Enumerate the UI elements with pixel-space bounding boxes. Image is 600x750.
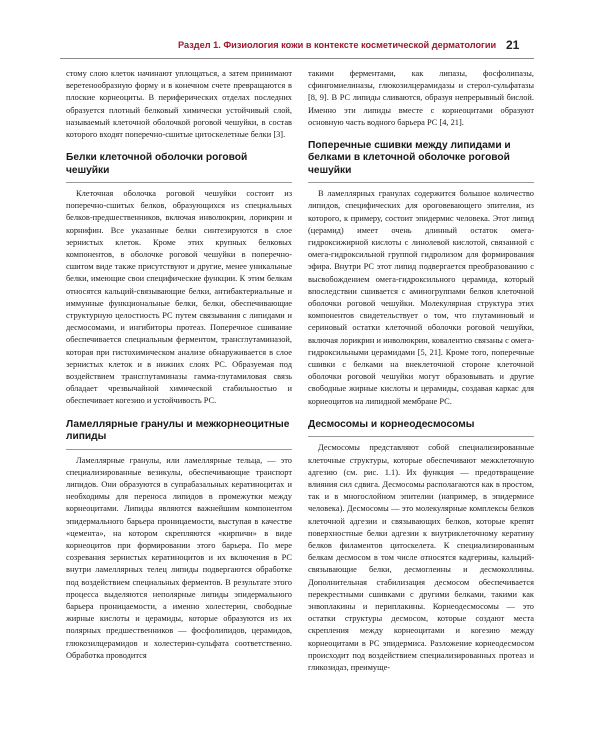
section-divider: [308, 436, 534, 437]
body-paragraph: Ламеллярные гранулы, или ламеллярные тельца, — это специализированные везикулы, обеспечивающие транспорт липидов. Они образуются в супрабазальных кератиноцитах и необходимы для переноса липидов в промежутки между корнеоцитами. Липиды являются важнейшим компонентом эпидермального барьера проницаемости, выступая в качестве «цемента», на котором скрепляются «кирпичи» в виде корнеоцитов при формировании этого барьера. По мере созревания зернистых кератиноцитов и их включения в РС внутри ламеллярных телец липиды подвергаются обработке под воздействием специальных ферментов. В результате этого процесса выделяются неполярные липиды эпидермального барьера проницаемости, а именно холестерин, свободные жирные кислоты и церамиды, которые образуются из их полярных предшественников — фосфолипидов, церамидов, глюкозилцерамидов и холестерин-сульфата соответственно. Обработка проводится: [66, 455, 292, 660]
section-lamellar-granules: [66, 419, 292, 662]
page-number: 21: [506, 38, 520, 52]
section-heading: Ламеллярные гранулы и межкорнеоцитные липиды: [66, 418, 290, 443]
section-cornified-envelope-proteins: [66, 152, 292, 407]
page-header: [0, 38, 600, 56]
right-column: [308, 68, 534, 674]
header-divider: [60, 58, 534, 59]
section-heading: Поперечные сшивки между липидами и белками в клеточной оболочке роговой чешуйки: [308, 140, 511, 176]
left-column: [66, 68, 292, 662]
section-divider: [66, 449, 292, 450]
section-divider: [308, 182, 534, 183]
body-paragraph: В ламеллярных гранулах содержится большое количество липидов, специфических для ороговевающего эпителия, из которого, к примеру, состоит эпидермис человека. Этот липид (церамид) имеет очень длинный остаток омега-гидроксижирной кислоты с линолевой кислотой, связанной с омега-гидроксильной группой гидролизом для формирования эфира. Внутри РС этот липид подвергается преобразованию с высвобождением омега-гидроксильного церамида, который впоследствии сшивается с аминогруппами белков клеточной оболочки роговой чешуйки. Молекулярная структура этих компонентов свидетельствует о том, что глутаминовый и сериновый остатки клеточной оболочки роговой чешуйки, включая лорикрин и инволюкрин, ковалентно связаны с омега-гидроксильными церамидами [5, 21]. Кроме того, поперечные сшивки с белками на внеклеточной стороне клеточной оболочки роговой чешуйки могут образовывать и другие свободные жирные кислоты и церамиды, создавая каркас для корнеоцитов на липидной мембране РС.: [308, 189, 534, 406]
running-header-title: Раздел 1. Физиология кожи в контексте косметической дерматологии: [178, 40, 497, 50]
body-paragraph: Клеточная оболочка роговой чешуйки состоит из поперечно-сшитых белков, образующихся из специальных белков-предшественников, включая инволюкрин, лорикрин и корнифин. Все указанные белки синтезируются в слое зернистых клеток. Кроме этих крупных белковых компонентов, в оболочке роговой чешуйки в поперечно-сшитом виде также присутствуют и другие, менее уникальные белки, имеющие свои специфические функции. К этим белкам относятся кальций-связывающие белки, антибактериальные и иммунные функциональные белки, белки, обеспечивающие структурную целостность РС путем связывания с липидами и десмосомами, и ингибиторы протеаз. Поперечное сшивание обеспечивается специальным ферментом, трансглутаминазой, которая при гистохимическом анализе обнаруживается в слое зернистых клеток и в нижних слоях РС. Образуемая под воздействием трансглутаминазы гамма-глутамиловая связь обладает чрезвычайной химической стабильностью и обеспечивает когезию и устойчивость РС.: [66, 189, 292, 406]
section-heading: Белки клеточной оболочки роговой чешуйки: [66, 152, 248, 176]
body-paragraph: Десмосомы представляют собой специализированные клеточные структуры, которые обеспечивают межклеточную адгезию (см. рис. 1.1). Их функция — предотвращение влияния сил сдвига. Десмосомы располагаются как в простом, так и в многослойном эпителии (например, в эпидермисе человека). Десмосомы — это молекулярные комплексы белков клеточной адгезии и связывающих белков, которые крепят поверхностные белки адгезии к внутриклеточному кератину белков филаментов цитоскелета. К специализированным белкам десмосом в том числе относятся кадгерины, кальций-связывающие белки, десмоглеины и десмоколлины. Дополнительная стабилизация десмосом обеспечивается перекрестными сшивками с другими белками, такими как энвоплакины и периплакины. Корнеодесмосомы — это остатки структуры десмосом, которые создают места скрепления между корнеоцитами и когезию между корнеоцитами в РС эпидермиса. Разложение корнеодесмосом происходит под воздействием специализированных протеаз и гликозидаз, преимуще-: [308, 443, 534, 672]
section-heading: Десмосомы и корнеодесмосомы: [308, 418, 475, 430]
section-lipid-protein-crosslinks: [308, 140, 534, 408]
right-intro-paragraph: такими ферментами, как липазы, фосфолипазы, сфингомиелиназы, глюкозилцерамидазы и стерол-сульфатазы [8, 9]. В РС липиды сливаются, образуя непрерывный бислой. Именно эти липиды вместе с корнеоцитами образуют основную часть водного барьера РС [4, 21].: [308, 69, 534, 127]
section-desmosomes: [308, 419, 534, 674]
section-divider: [66, 182, 292, 183]
left-intro-paragraph: стому слою клеток начинают уплощаться, а затем принимают веретенообразную форму и в конечном счете превращаются в плоские корнеоциты. В периферических отделах последних образуется плотный белковый химически устойчивый слой, называемый клеточной оболочкой роговой чешуйки, в состав которого входят поперечно-сшитые цитоскелетные белки [3].: [66, 69, 292, 140]
